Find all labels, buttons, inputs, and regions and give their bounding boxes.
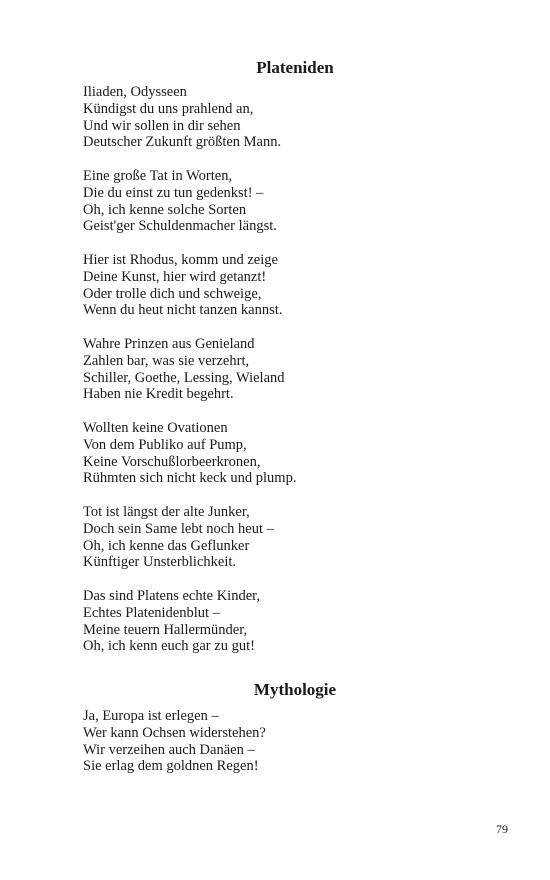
stanza bbox=[83, 336, 503, 403]
stanza bbox=[83, 420, 503, 487]
poem-mythologie bbox=[83, 708, 503, 775]
poem-plateniden bbox=[83, 84, 503, 655]
verse-line: Künftiger Unsterblichkeit. bbox=[83, 554, 237, 571]
verse-line: Zahlen bar, was sie verzehrt, bbox=[83, 352, 250, 369]
page-number: 79 bbox=[496, 822, 508, 836]
verse-line: Das sind Platens echte Kinder, bbox=[83, 587, 261, 604]
stanza bbox=[83, 504, 503, 571]
verse-line: Hier ist Rhodus, komm und zeige bbox=[83, 251, 278, 268]
verse-line: Ja, Europa ist erlegen – bbox=[83, 708, 219, 724]
verse-line: Und wir sollen in dir sehen bbox=[83, 117, 241, 134]
verse-line: Tot ist längst der alte Junker, bbox=[83, 503, 250, 520]
verse-line: Echtes Platenidenblut – bbox=[83, 604, 220, 621]
verse-line: Iliaden, Odysseen bbox=[83, 84, 187, 100]
verse-line: Deutscher Zukunft größten Mann. bbox=[83, 134, 282, 151]
verse-line: Wenn du heut nicht tanzen kannst. bbox=[83, 302, 283, 319]
verse-line: Rühmten sich nicht keck und plump. bbox=[83, 470, 297, 487]
verse-line: Wer kann Ochsen widerstehen? bbox=[83, 724, 266, 741]
stanza bbox=[83, 168, 503, 235]
poem-title-plateniden: Plateniden bbox=[256, 58, 334, 77]
verse-line: Sie erlag dem goldnen Regen! bbox=[83, 758, 259, 775]
verse-line: Von dem Publiko auf Pump, bbox=[83, 436, 247, 453]
verse-line: Oh, ich kenne solche Sorten bbox=[83, 201, 247, 218]
poem-title-mythologie: Mythologie bbox=[253, 680, 337, 699]
verse-line: Meine teuern Hallermünder, bbox=[83, 621, 248, 638]
verse-line: Geist'ger Schuldenmacher längst. bbox=[83, 218, 277, 235]
stanza bbox=[83, 84, 503, 151]
verse-line: Schiller, Goethe, Lessing, Wieland bbox=[83, 369, 285, 386]
verse-line: Deine Kunst, hier wird getanzt! bbox=[83, 268, 267, 285]
verse-line: Eine große Tat in Worten, bbox=[83, 167, 233, 184]
verse-line: Doch sein Same lebt noch heut – bbox=[83, 520, 274, 537]
stanza bbox=[83, 252, 503, 319]
verse-line: Die du einst zu tun gedenkst! – bbox=[83, 184, 264, 201]
stanza bbox=[83, 708, 503, 775]
verse-line: Oh, ich kenn euch gar zu gut! bbox=[83, 638, 255, 655]
verse-line: Wahre Prinzen aus Genieland bbox=[83, 335, 255, 352]
verse-line: Oder trolle dich und schweige, bbox=[83, 285, 262, 302]
stanza bbox=[83, 588, 503, 655]
verse-line: Haben nie Kredit begehrt. bbox=[83, 386, 234, 403]
verse-line: Oh, ich kenne das Geflunker bbox=[83, 537, 250, 554]
verse-line: Keine Vorschußlorbeerkronen, bbox=[83, 453, 261, 470]
verse-line: Wir verzeihen auch Danäen – bbox=[83, 741, 255, 758]
verse-line: Wollten keine Ovationen bbox=[83, 419, 228, 436]
verse-line: Kündigst du uns prahlend an, bbox=[83, 100, 254, 117]
